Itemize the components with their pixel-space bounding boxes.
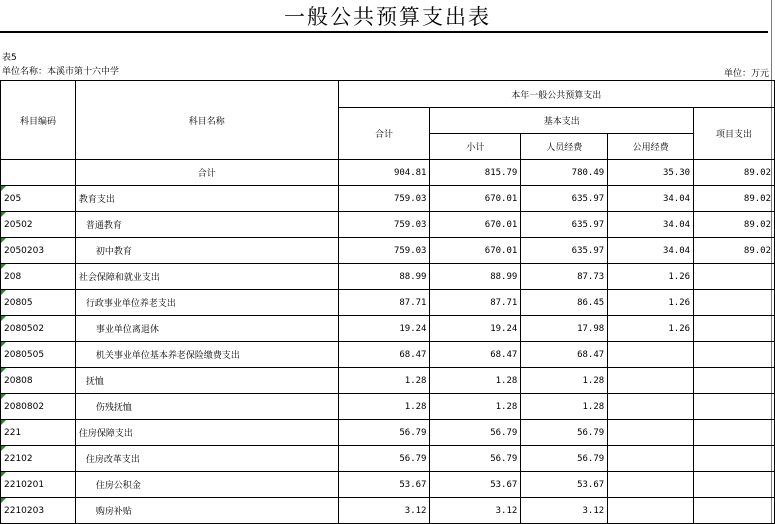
row-personnel: 635.97 <box>521 186 608 212</box>
row-project <box>694 264 775 290</box>
total-row-personnel: 780.49 <box>521 160 608 186</box>
row-total: 1.28 <box>338 394 430 420</box>
row-code <box>1 186 76 212</box>
row-name: 机关事业单位基本养老保险缴费支出 <box>75 342 338 368</box>
row-personnel: 87.73 <box>521 264 608 290</box>
table-body <box>1 81 775 524</box>
row-code-text: 2210203 <box>4 505 45 516</box>
row-project: 89.02 <box>694 212 775 238</box>
row-code-text: 208 <box>4 271 22 282</box>
row-name: 普通教育 <box>75 212 338 238</box>
cell-marker-icon <box>1 342 6 347</box>
header-basic: 基本支出 <box>430 108 694 134</box>
row-public <box>608 394 694 420</box>
header-public: 公用经费 <box>608 134 694 160</box>
total-row-public: 35.30 <box>608 160 694 186</box>
row-project <box>694 290 775 316</box>
row-total: 68.47 <box>338 342 430 368</box>
budget-table <box>0 80 775 524</box>
row-subtotal: 1.28 <box>430 394 521 420</box>
row-code-text: 2210201 <box>4 479 45 490</box>
row-public <box>608 368 694 394</box>
title-underline <box>0 31 768 33</box>
table-number: 表5 <box>2 53 17 63</box>
row-name: 住房保障支出 <box>75 420 338 446</box>
row-public <box>608 498 694 524</box>
row-subtotal: 56.79 <box>430 446 521 472</box>
row-public <box>608 342 694 368</box>
row-total: 87.71 <box>338 290 430 316</box>
table-row <box>1 186 775 212</box>
row-code-text: 221 <box>4 427 22 438</box>
header-total: 合计 <box>338 108 430 160</box>
row-name: 抚恤 <box>75 368 338 394</box>
unit-name: 单位名称：本溪市第十六中学 <box>2 67 120 77</box>
row-public: 34.04 <box>608 238 694 264</box>
total-row-total: 904.81 <box>338 160 430 186</box>
row-total: 88.99 <box>338 264 430 290</box>
row-total: 56.79 <box>338 446 430 472</box>
row-subtotal: 56.79 <box>430 420 521 446</box>
total-row-label: 合计 <box>75 160 338 186</box>
table-row <box>1 316 775 342</box>
cell-marker-icon <box>1 394 6 399</box>
cell-marker-icon <box>1 498 6 503</box>
row-project <box>694 420 775 446</box>
table-row <box>1 420 775 446</box>
row-public <box>608 420 694 446</box>
unit-label: 单位：万元 <box>723 69 769 79</box>
row-subtotal: 3.12 <box>430 498 521 524</box>
row-code-text: 20502 <box>4 219 33 230</box>
row-total: 759.03 <box>338 238 430 264</box>
row-total: 759.03 <box>338 186 430 212</box>
table-row <box>1 212 775 238</box>
row-project <box>694 368 775 394</box>
row-code <box>1 238 76 264</box>
total-row <box>1 160 775 186</box>
cell-marker-icon <box>1 472 6 477</box>
row-code <box>1 446 76 472</box>
row-code-text: 22102 <box>4 453 33 464</box>
row-subtotal: 88.99 <box>430 264 521 290</box>
table-row <box>1 264 775 290</box>
row-name: 伤残抚恤 <box>75 394 338 420</box>
row-name: 购房补贴 <box>75 498 338 524</box>
page-title: 一般公共预算支出表 <box>284 5 491 29</box>
row-name: 住房改革支出 <box>75 446 338 472</box>
row-personnel: 17.98 <box>521 316 608 342</box>
row-code <box>1 394 76 420</box>
row-name: 教育支出 <box>75 186 338 212</box>
row-personnel: 53.67 <box>521 472 608 498</box>
row-personnel: 1.28 <box>521 368 608 394</box>
row-total: 53.67 <box>338 472 430 498</box>
row-name: 行政事业单位养老支出 <box>75 290 338 316</box>
row-project <box>694 498 775 524</box>
cell-marker-icon <box>1 290 6 295</box>
row-name: 住房公积金 <box>75 472 338 498</box>
table-row <box>1 498 775 524</box>
cell-marker-icon <box>1 238 6 243</box>
row-subtotal: 19.24 <box>430 316 521 342</box>
cell-marker-icon <box>1 446 6 451</box>
cell-marker-icon <box>1 212 6 217</box>
row-project <box>694 446 775 472</box>
row-personnel: 3.12 <box>521 498 608 524</box>
row-code-text: 2050203 <box>4 245 45 256</box>
row-project <box>694 316 775 342</box>
row-code-text: 2080802 <box>4 401 45 412</box>
row-project: 89.02 <box>694 186 775 212</box>
row-public: 1.26 <box>608 290 694 316</box>
table-row <box>1 472 775 498</box>
row-personnel: 86.45 <box>521 290 608 316</box>
row-name: 事业单位离退休 <box>75 316 338 342</box>
total-row-subtotal: 815.79 <box>430 160 521 186</box>
row-total: 1.28 <box>338 368 430 394</box>
row-project: 89.02 <box>694 238 775 264</box>
cell-marker-icon <box>1 420 6 425</box>
header-group: 本年一般公共预算支出 <box>338 81 774 108</box>
row-code <box>1 472 76 498</box>
row-name: 社会保障和就业支出 <box>75 264 338 290</box>
header-personnel: 人员经费 <box>521 134 608 160</box>
row-code <box>1 316 76 342</box>
row-code <box>1 264 76 290</box>
row-code-text: 2080502 <box>4 323 45 334</box>
row-total: 759.03 <box>338 212 430 238</box>
row-code-text: 20805 <box>4 297 33 308</box>
row-code <box>1 498 76 524</box>
row-public: 34.04 <box>608 186 694 212</box>
header-name: 科目名称 <box>75 81 338 160</box>
row-project <box>694 472 775 498</box>
table-row <box>1 290 775 316</box>
row-personnel: 635.97 <box>521 238 608 264</box>
row-code <box>1 420 76 446</box>
row-public: 1.26 <box>608 316 694 342</box>
row-public: 1.26 <box>608 264 694 290</box>
table-row <box>1 342 775 368</box>
row-subtotal: 68.47 <box>430 342 521 368</box>
row-subtotal: 670.01 <box>430 212 521 238</box>
table-row <box>1 394 775 420</box>
table-row <box>1 368 775 394</box>
row-code <box>1 368 76 394</box>
table-row <box>1 446 775 472</box>
header-project: 项目支出 <box>694 108 775 160</box>
row-code-text: 20808 <box>4 375 33 386</box>
row-name: 初中教育 <box>75 238 338 264</box>
row-subtotal: 1.28 <box>430 368 521 394</box>
row-personnel: 56.79 <box>521 420 608 446</box>
row-personnel: 56.79 <box>521 446 608 472</box>
total-row-code <box>1 160 76 186</box>
header-subtotal: 小计 <box>430 134 521 160</box>
row-code <box>1 212 76 238</box>
cell-marker-icon <box>1 264 6 269</box>
row-subtotal: 87.71 <box>430 290 521 316</box>
row-personnel: 68.47 <box>521 342 608 368</box>
cell-marker-icon <box>1 316 6 321</box>
row-public: 34.04 <box>608 212 694 238</box>
row-code <box>1 290 76 316</box>
cell-marker-icon <box>1 186 6 191</box>
row-project <box>694 342 775 368</box>
row-public <box>608 472 694 498</box>
row-personnel: 1.28 <box>521 394 608 420</box>
cell-marker-icon <box>1 368 6 373</box>
row-subtotal: 53.67 <box>430 472 521 498</box>
row-total: 19.24 <box>338 316 430 342</box>
total-row-project: 89.02 <box>694 160 775 186</box>
row-code-text: 205 <box>4 193 22 204</box>
row-total: 3.12 <box>338 498 430 524</box>
row-public <box>608 446 694 472</box>
table-row <box>1 238 775 264</box>
header-code: 科目编码 <box>1 81 76 160</box>
row-subtotal: 670.01 <box>430 238 521 264</box>
row-total: 56.79 <box>338 420 430 446</box>
row-subtotal: 670.01 <box>430 186 521 212</box>
row-project <box>694 394 775 420</box>
row-code <box>1 342 76 368</box>
row-code-text: 2080505 <box>4 349 45 360</box>
row-personnel: 635.97 <box>521 212 608 238</box>
